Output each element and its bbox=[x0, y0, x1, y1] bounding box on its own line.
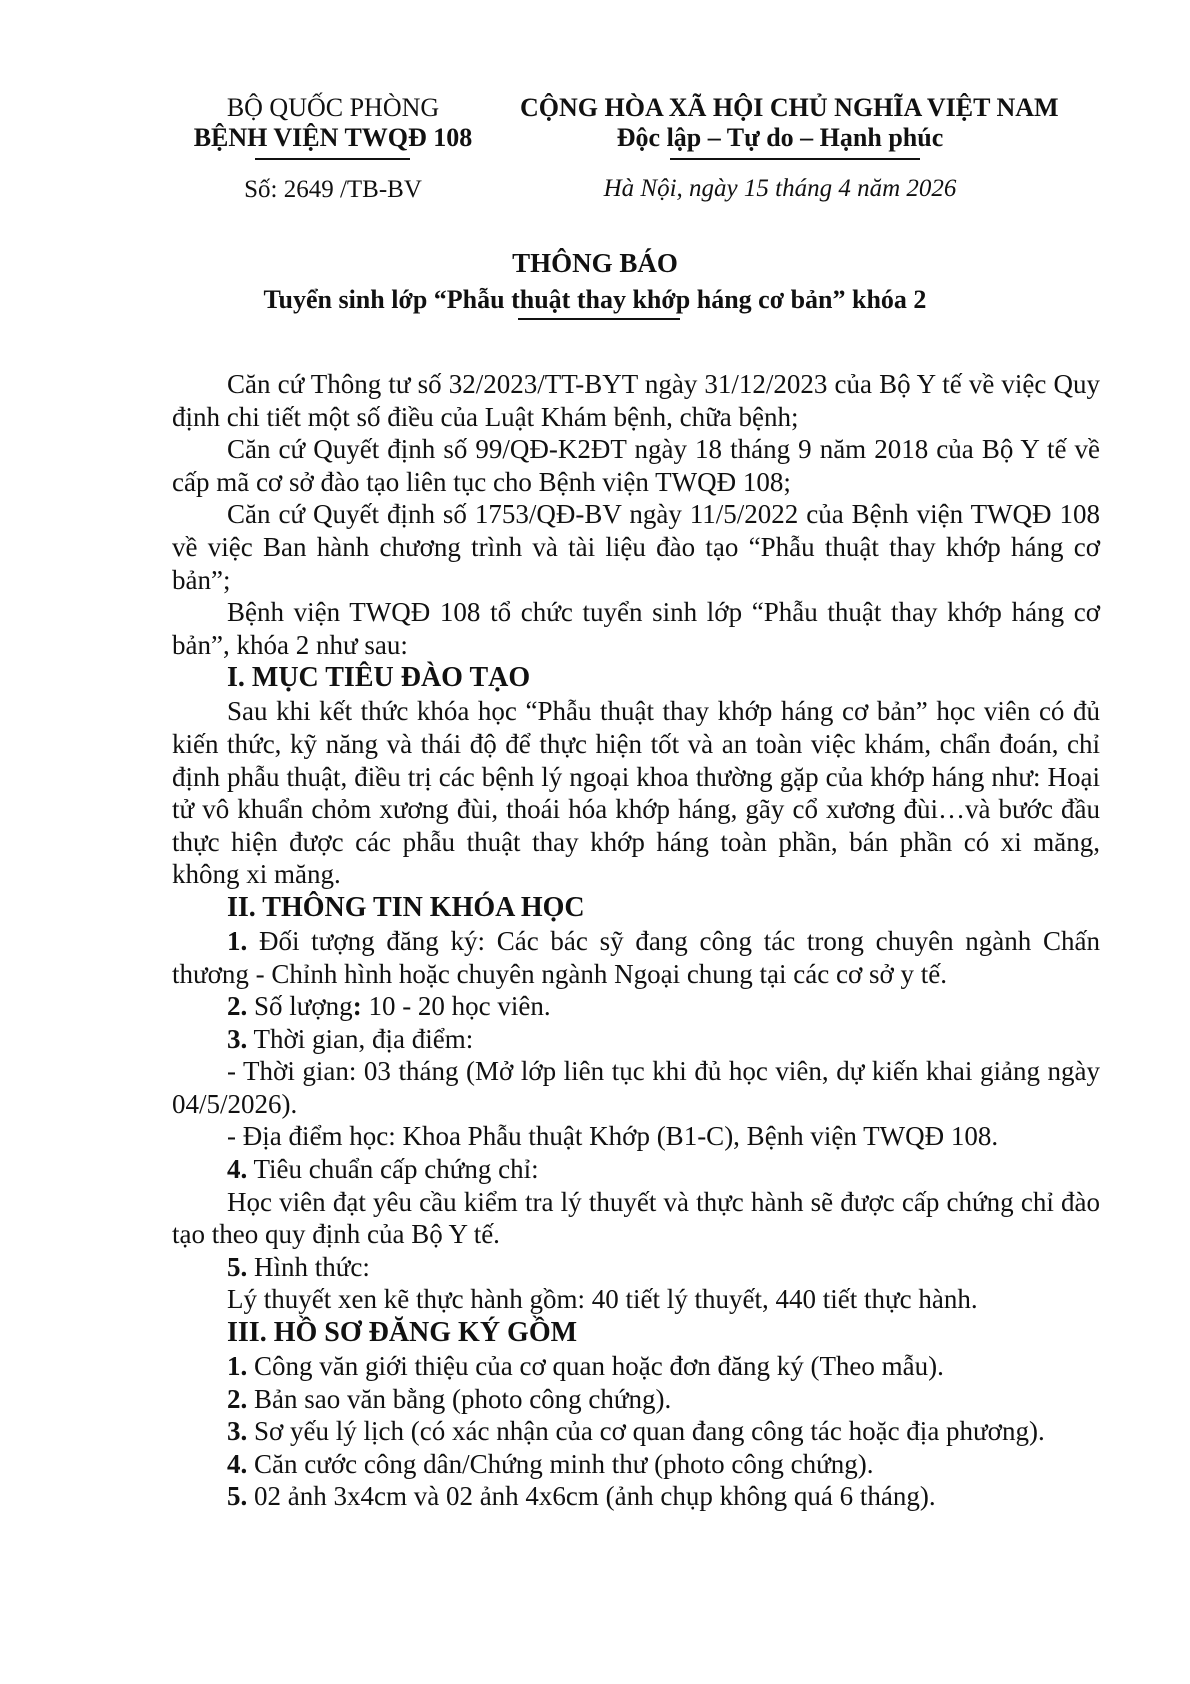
registration-item: 2. Bản sao văn bằng (photo công chứng). bbox=[227, 1383, 672, 1414]
objectives-paragraph: Sau khi kết thức khóa học “Phẫu thuật thay khớp háng cơ bản” học viên có đủ kiến thức, kỹ năng và thái độ để thực hiện tốt và an toàn việc khám, chẩn đoán, chỉ định phẫu thuật, điều trị các bệnh lý ngoại khoa thường gặp của khớp háng như: Hoại tử vô khuẩn chỏm xương đùi, thoái hóa khớp háng, gãy cổ xương đùi…và bước đầu thực hiện được các phẫu thuật thay khớp háng toàn phần, bán phần có xi măng, không xi măng. bbox=[172, 696, 1100, 890]
document-subtitle: Tuyển sinh lớp “Phẫu thuật thay khớp háng cơ bản” khóa 2 bbox=[263, 285, 927, 314]
country-name: CỘNG HÒA XÃ HỘI CHỦ NGHĨA VIỆT NAM bbox=[520, 93, 1059, 122]
header-right-underline bbox=[670, 158, 920, 160]
course-format-detail: Lý thuyết xen kẽ thực hành gồm: 40 tiết lý thuyết, 440 tiết thực hành. bbox=[227, 1284, 978, 1315]
course-item-certificate: 4. Tiêu chuẩn cấp chứng chỉ: bbox=[227, 1154, 539, 1185]
document-body bbox=[172, 368, 1100, 1513]
course-place-detail: - Địa điểm học: Khoa Phẫu thuật Khớp (B1-C), Bệnh viện TWQĐ 108. bbox=[227, 1121, 999, 1152]
registration-item: 4. Căn cước công dân/Chứng minh thư (photo công chứng). bbox=[227, 1448, 874, 1479]
ministry-name: BỘ QUỐC PHÒNG bbox=[226, 93, 440, 122]
course-item-target: 1. Đối tượng đăng ký: Các bác sỹ đang công tác trong chuyên ngành Chấn thương - Chỉnh hình hoặc chuyên ngành Ngoại chung tại các cơ sở y tế. bbox=[172, 925, 1100, 989]
course-certificate-detail: Học viên đạt yêu cầu kiểm tra lý thuyết và thực hành sẽ được cấp chứng chỉ đào tạo theo quy định của Bộ Y tế. bbox=[172, 1186, 1100, 1250]
course-time-detail: - Thời gian: 03 tháng (Mở lớp liên tục khi đủ học viên, dự kiến khai giảng ngày 04/5/2026). bbox=[172, 1056, 1100, 1119]
preamble-paragraph: Căn cứ Quyết định số 1753/QĐ-BV ngày 11/5/2022 của Bệnh viện TWQĐ 108 về việc Ban hành chương trình và tài liệu đào tạo “Phẫu thuật thay khớp háng cơ bản”; bbox=[172, 499, 1100, 595]
header-left-underline bbox=[255, 158, 410, 160]
hospital-name: BỆNH VIỆN TWQĐ 108 bbox=[193, 123, 473, 152]
title-underline bbox=[518, 318, 680, 320]
section-heading-registration: III. HỒ SƠ ĐĂNG KÝ GỒM bbox=[227, 1317, 578, 1349]
section-heading-course-info: II. THÔNG TIN KHÓA HỌC bbox=[227, 891, 585, 923]
registration-item: 5. 02 ảnh 3x4cm và 02 ảnh 4x6cm (ảnh chụp không quá 6 tháng). bbox=[227, 1481, 936, 1512]
section-heading-objectives: I. MỤC TIÊU ĐÀO TẠO bbox=[227, 662, 531, 694]
preamble-paragraph: Căn cứ Quyết định số 99/QĐ-K2ĐT ngày 18 tháng 9 năm 2018 của Bộ Y tế về cấp mã cơ sở đào tạo liên tục cho Bệnh viện TWQĐ 108; bbox=[172, 434, 1100, 497]
course-item-quantity: 2. Số lượng: 10 - 20 học viên. bbox=[227, 991, 551, 1022]
issue-date: Hà Nội, ngày 15 tháng 4 năm 2026 bbox=[603, 175, 957, 202]
document-number: Số: 2649 /TB-BV bbox=[244, 176, 422, 203]
course-item-time-place: 3. Thời gian, địa điểm: bbox=[227, 1023, 474, 1054]
national-motto: Độc lập – Tự do – Hạnh phúc bbox=[616, 123, 944, 152]
registration-item: 1. Công văn giới thiệu của cơ quan hoặc đơn đăng ký (Theo mẫu). bbox=[227, 1351, 944, 1382]
registration-item: 3. Sơ yếu lý lịch (có xác nhận của cơ quan đang công tác hoặc địa phương). bbox=[227, 1416, 1045, 1447]
preamble-paragraph: Bệnh viện TWQĐ 108 tổ chức tuyển sinh lớp “Phẫu thuật thay khớp háng cơ bản”, khóa 2 như sau: bbox=[172, 597, 1100, 660]
document-title: THÔNG BÁO bbox=[512, 248, 678, 278]
course-item-format: 5. Hình thức: bbox=[227, 1251, 370, 1282]
preamble-paragraph: Căn cứ Thông tư số 32/2023/TT-BYT ngày 31/12/2023 của Bộ Y tế về việc Quy định chi tiết một số điều của Luật Khám bệnh, chữa bệnh; bbox=[172, 369, 1100, 432]
